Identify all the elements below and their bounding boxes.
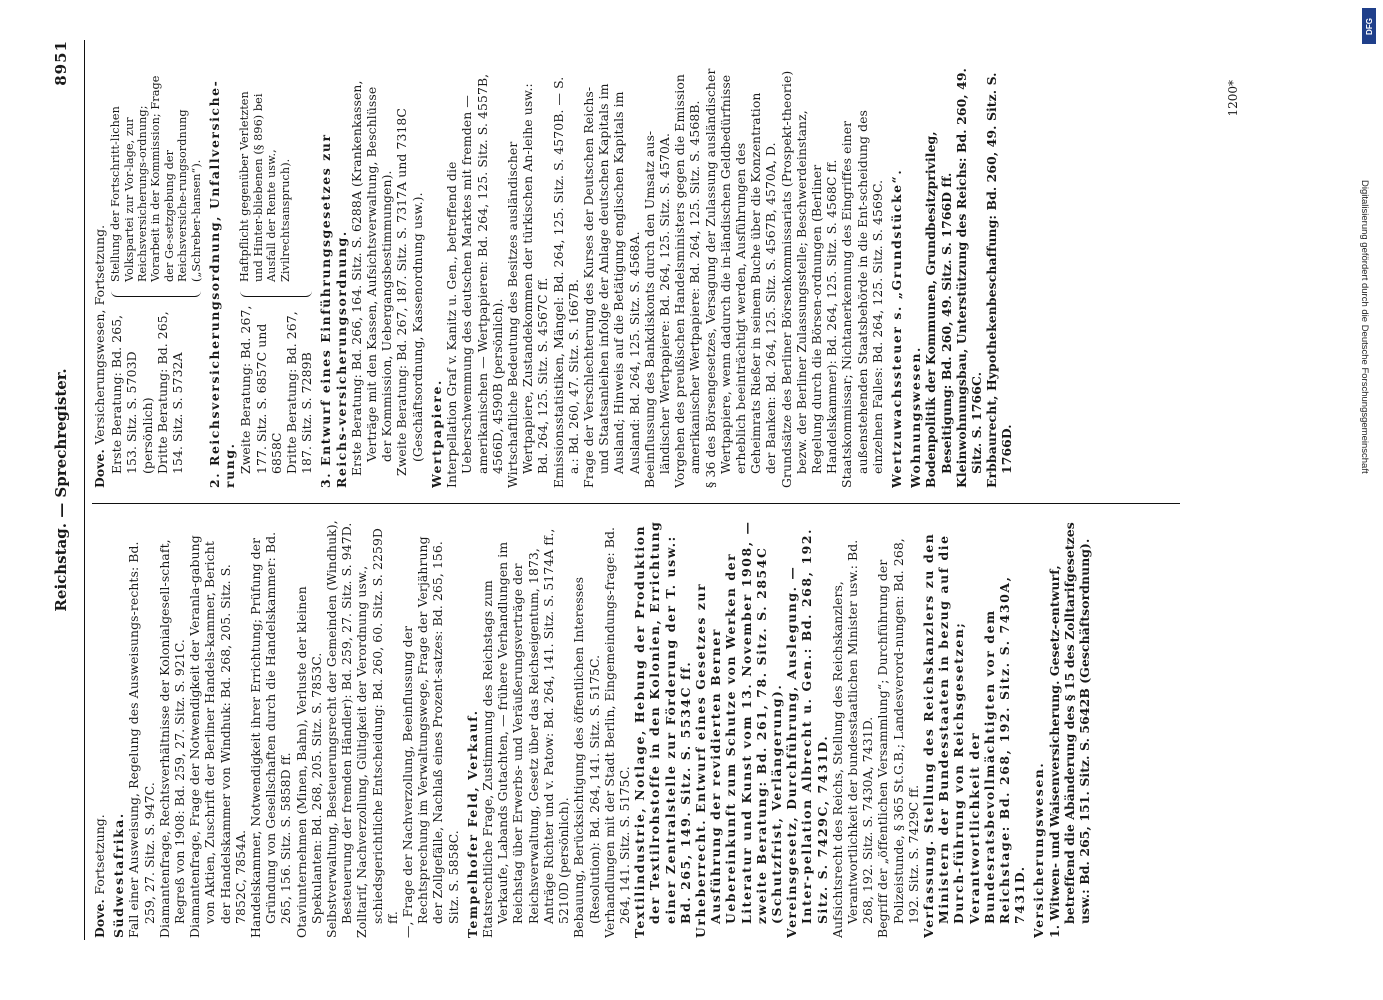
entry-line: Aufsichtsrecht des Reichs, Stellung des Reichskanzlers, Verantwortlichkeit der bundesstaatlichen Minister usw.: Bd. 268, 192. Sitz. S. 7430A, 7431D. xyxy=(829,539,876,938)
entry-line: Diamantenfrage, Rechtsverhältnisse der Kolonialgesell-schaft, Regreß von 1908: Bd. 259, 27. Sitz. S. 921C. xyxy=(156,539,188,938)
entry-heading: Wohnungswesen. xyxy=(908,346,924,488)
page-number: 8951 xyxy=(52,40,70,86)
entry-line: Erbbaurecht, Hypothekenbeschaffung: Bd. 260, 49. Sitz. S. 1766D. xyxy=(984,72,1015,488)
entry-line: § 36 des Börsengesetzes, Versagung der Zulassung ausländischer Wertpapiere, wenn dadurch die in-ländischen Geldbedürfnisse erheblich beeinträchtigt werden, Ausführungen des Geheimrats Rießer in seinem Buche über die Konzentration der Banken: Bd. 264, 125. Sitz. S. 4567B, 4570A, D. xyxy=(702,68,779,488)
right-column xyxy=(92,68,1190,488)
entry-line: Emissionsstatistiken, Mängel: Bd. 264, 125. Sitz. S. 4570B. — S. a.: Bd. 260, 47. Sitz. S. 1667B. xyxy=(550,76,581,488)
entry-line: Diamantenfrage, Frage der Notwendigkeit der Veranla-gabung von Aktien, Zuschrift der Berliner Handels-kammer, Bericht der Handelskammer von Windhuk: Bd. 268, 205. Sitz. S. 7852C, 7854A. xyxy=(187,535,248,938)
entry-line: Begriff der „öffentlichen Versammlung“; Durchführung der Polizeistunde, § 365 St.G.B.; Landesverord-nungen: Bd. 268, 192. Sitz. S. 7429C ff. xyxy=(875,538,921,938)
entry-heading: Tempelhofer Feld, Verkauf. xyxy=(464,709,480,938)
digitization-strip xyxy=(1360,0,1380,1000)
running-head-title: Reichstag. — Sprechregister. xyxy=(52,368,70,612)
entry-line: Grundsätze des Berliner Börsenkommissariats (Prospekt-theorie) bezw. der Berliner Zulassungsstelle; Beschwerdeinstanz, Regelung durch die Börsen-ordnungen (Berliner Handelskammer): Bd. 264, 125. Sitz. S. 4568C ff. xyxy=(778,70,840,488)
entry-line: Etatsrechtliche Frage, Zustimmung des Reichstags zum Verkaufe, Labands Gutachten, — frühere Verhandlungen im Reichstag über Erwerbs- und Veräußerungsverträge der Reichsverwaltung, Gesetz über das Reichseigentum, 1873, Anträge Richter und v. Patow: Bd. 264, 141. Sitz. S. 5174A ff., 5210D (persönlich). xyxy=(480,528,572,938)
entry-line: Beeinflussung des Bankdiskonts durch den Umsatz aus-ländischer Wertpapiere: Bd. 264, 125. Sitz. S. 4570A. xyxy=(641,130,672,488)
speaker-label: Dove. xyxy=(92,899,107,938)
entry-line: Selbstverwaltung, Besteuerungsrecht der Gemeinden (Windhuk), Besteuerung der fremden Händler): Bd. 259, 27. Sitz. S. 947D. xyxy=(324,520,355,938)
entry-heading: Urheberrecht. Entwurf eines Gesetzes zur Ausführung der revidierten Berner Uebereinkunft zum Schutze von Werken der Literatur und Kunst vom 13. November 1908, — zweite Beratung: Bd. 261, 78. Sitz. S. 2854C (Schutzfrist, Verlängerung). xyxy=(692,520,784,938)
brace-left xyxy=(238,299,314,488)
entry-heading: 3. Entwurf eines Einführungsgesetzes zur Reichs-versicherungsordnung. xyxy=(318,133,349,488)
entry-heading: Wertzuwachssteuer s. „Grundstücke“. xyxy=(888,168,904,488)
column-divider xyxy=(92,503,1180,504)
entry-line: Bebauung, Berücksichtigung des öffentlichen Interesses (Resolution): Bd. 264, 141. Sitz. S. 5175C. xyxy=(571,576,602,938)
entry-line: Otaviunternehmen (Minen, Bahn), Verluste der kleinen Spekulanten: Bd. 268, 205. Sitz. S. 7853C. xyxy=(293,586,324,938)
speaker-label: Dove. xyxy=(92,449,107,488)
entry-line: Zolltarif, Nachverzollung, Gültigkeit der Verordnung usw., schiedsgerichtliche Entscheidung: Bd. 260, 60. Sitz. S. 2259D ff. xyxy=(354,528,400,938)
entry-line: Erste Beratung: Bd. 265, 153. Sitz. S. 5703D (persönlich) xyxy=(109,314,155,474)
entry-line: Dritte Beratung: Bd. 267, 187. Sitz. S. 7289B xyxy=(284,311,315,474)
brace-block xyxy=(238,68,314,488)
entry-heading: Versicherungswesen. xyxy=(1031,761,1047,938)
brace-right: Stellung der Fortschritt-lichen Volkspartei zur Vor-lage, zur Reichsversicherungs-ordnung; Vorarbeit in der Kommission; Frage der Ge-setzgebung der Reichsversiche-rungsordnung („Schreber-hansen“). xyxy=(109,75,203,282)
left-column xyxy=(92,518,1190,938)
dfg-logo xyxy=(1362,8,1376,44)
entry-heading: Textilindustrie, Notlage, Hebung der Produktion der Textilrohstoffe in den Kolonien, Errichtung einer Zentralstelle zur Förderung der T. usw.: Bd. 265, 149. Sitz. S. 5534C ff. xyxy=(632,520,693,938)
dfg-logo-text: DFG xyxy=(1364,17,1374,35)
right-column-head xyxy=(92,68,107,488)
entry-line: Verhandlungen mit der Stadt Berlin, Eingemeindungs-frage: Bd. 264, 141. Sitz. S. 5175C. xyxy=(601,526,632,938)
entry-line: Wirtschaftliche Bedeutung des Besitzes ausländischer Wertpapiere, Zustandekommen der türkischen An-leihe usw.: Bd. 264, 125. Sitz. S. 4567C ff. xyxy=(504,83,551,488)
running-head xyxy=(52,40,78,940)
brace xyxy=(111,286,201,297)
signature-mark: 1200* xyxy=(1226,80,1240,117)
entry-line: —, Frage der Nachverzollung, Beeinflussung der Rechtsprechung im Verwaltungswege, Frage der Verjährung der Zollgefälle, Nachlaß eines Prozent-satzes: Bd. 265, 156. Sitz. S. 5858C. xyxy=(400,536,461,938)
entry-line: Interpellation Graf v. Kanitz u. Gen., betreffend die Ueberschwemmung des deutschen Marktes mit fremden — amerikanischen — Wertpapieren: Bd. 264, 125. Sitz. S. 4557B, 4566D, 4590B (persönlich). xyxy=(444,73,505,488)
header-rule xyxy=(84,40,85,940)
entry-line: Zweite Beratung: Bd. 267, 187. Sitz. S. 7317A und 7318C (Geschäftsordnung, Kassenordnung usw.). xyxy=(394,108,425,476)
entry-line: Kleinwohnungsbau, Unterstützung des Reichs: Bd. 260, 49. Sitz. S. 1766C. xyxy=(953,68,984,488)
entry-line: Frage der Verschlechterung des Kurses der Deutschen Reichs- und Staatsanleihen infolge der Anlage deutschen Kapitals im Ausland; Hinweis auf die Betätigung englischen Kapitals im Ausland: Bd. 264, 125. Sitz. S. 4568A. xyxy=(580,83,642,488)
entry-line: Dritte Beratung: Bd. 265, 154. Sitz. S. 5732A xyxy=(154,311,186,474)
entry-line: 1. Witwen- und Waisenversicherung. Gesetz-entwurf, betreffend die Abänderung des § 15 des Zolltarifgesetzes usw.: Bd. 265, 151. Sitz. S. 5642B (Geschäftsordnung). xyxy=(1046,522,1092,938)
entry-heading: Vereinsgesetz, Durchführung, Auslegung. — Inter-pellation Albrecht u. Gen.: Bd. 268, 192. Sitz. S. 7429C, 7431D. xyxy=(784,527,830,938)
continuation-label: Fortsetzung. xyxy=(92,814,107,895)
continuation-label: Versicherungswesen, Fortsetzung. xyxy=(92,224,107,445)
entry-heading: Verfassung. Stellung des Reichskanzlers zu den Ministern der Bundesstaaten in bezug auf die Durch-führung von Reichsgesetzen; Verantwortlichkeit der Bundesratsbevollmächtigten vor dem Reichstage: Bd. 268, 192. Sitz. S. 7430A, 7431D. xyxy=(920,532,1028,938)
brace-right: Haftpflicht gegenüber Verletzten und Hinter-bliebenen (§ 896) bei Ausfall der Rente usw., Zivilrechtsanspruch). xyxy=(238,91,292,282)
entry-line: Vorgehen des preußischen Handelsministers gegen die Emission amerikanischer Wertpapiere: Bd. 264, 125. Sitz. S. 4568B. xyxy=(672,74,703,488)
entry-line: Erste Beratung: Bd. 266, 164. Sitz. S. 6288A (Krankenkassen, Verträge mit den Kassen, Aufsichtsverwaltung, Beschlüsse der Kommission, Uebergangsbestimmungen). xyxy=(348,80,395,476)
entry-line: Staatskommissar; Nichtanerkennung des Eingriffes einer außenstehenden Staatsbehörde in die Ent-scheidung des einzelnen Falles: Bd. 264, 125. Sitz. S. 4569C. xyxy=(839,109,885,488)
brace-left xyxy=(109,299,203,488)
entry-line: Bodenpolitik der Kommunen, Grundbesitzprivileg, Beseitigung: Bd. 260, 49. Sitz. S. 1766D ff. xyxy=(923,131,954,488)
entry-heading: Südwestafrika. xyxy=(111,812,127,938)
brace xyxy=(240,286,312,297)
left-column-head xyxy=(92,518,107,938)
entry-line: Fall einer Ausweisung, Regelung des Ausweisungs-rechts: Bd. 259, 27. Sitz. S. 947C. xyxy=(126,541,157,938)
entry-heading: 2. Reichsversicherungsordnung, Unfallversiche-rung. xyxy=(207,79,238,488)
brace-block xyxy=(109,68,203,488)
entry-heading: Wertpapiere. xyxy=(428,379,444,488)
entry-line: Zweite Beratung: Bd. 267, 177. Sitz. S. 6857C und 6858C xyxy=(238,305,284,474)
entry-line: Handelskammer, Notwendigkeit ihrer Errichtung; Prüfung der Gründung von Gesellschaften durch die Handelskammer: Bd. 265, 156. Sitz. S. 5858D ff. xyxy=(248,531,294,938)
digitization-note: Digitalisierung gefördert durch die Deutsche Forschungsgemeinschaft xyxy=(1359,180,1370,474)
